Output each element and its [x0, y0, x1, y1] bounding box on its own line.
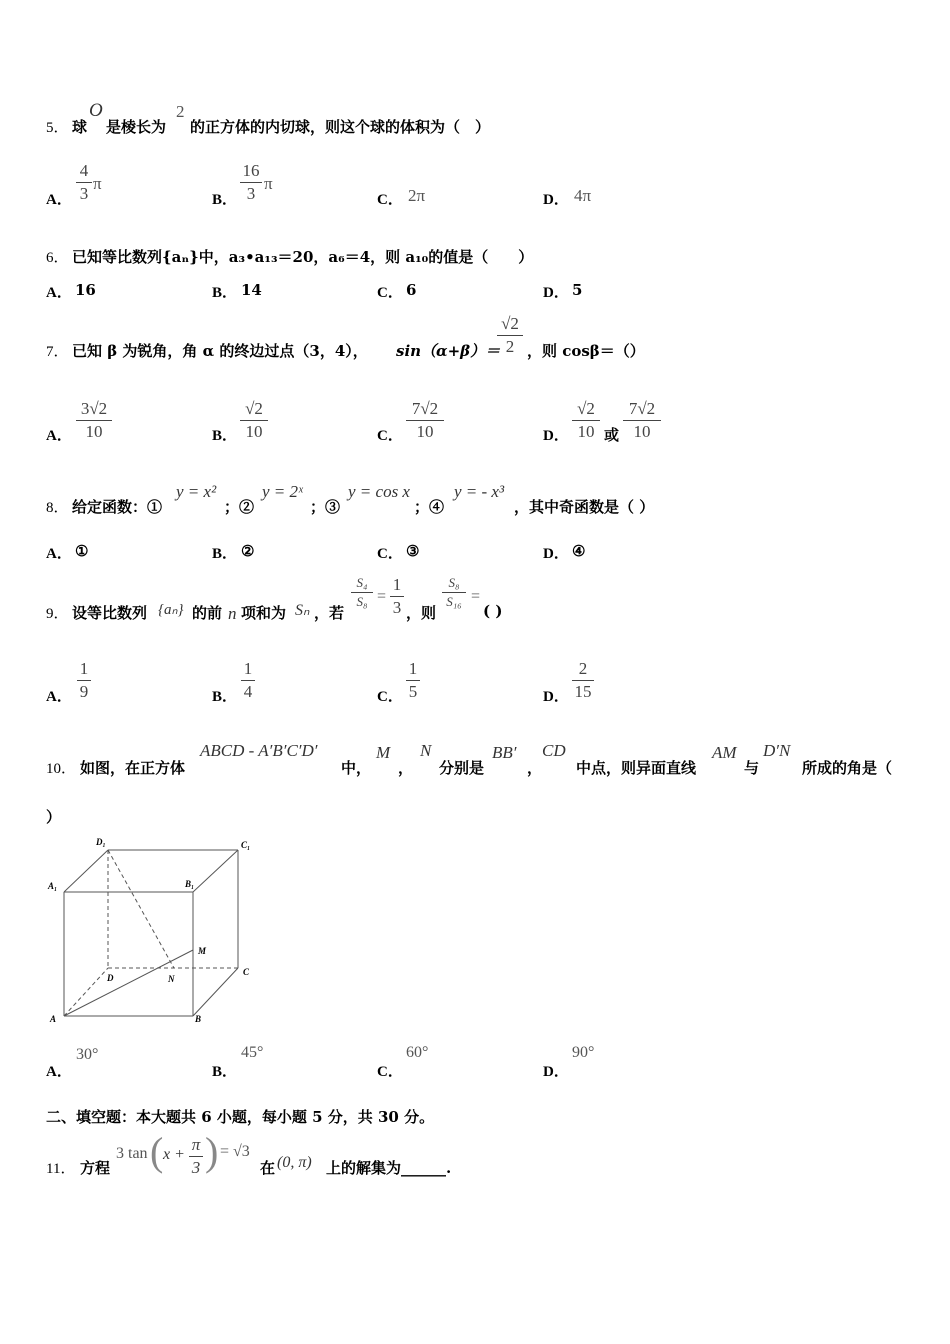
option-c-label: C． — [377, 285, 403, 301]
question-text: 是棱长为 — [106, 118, 167, 136]
option-d-label: D． — [543, 1064, 569, 1080]
option-c-value: 60° — [406, 1044, 429, 1061]
option-b-label: B． — [212, 192, 238, 208]
question-text: ） — [46, 808, 62, 826]
question-text: ， — [527, 759, 543, 777]
math-var: n — [228, 604, 237, 623]
segment-d1n — [108, 850, 174, 968]
option-c-fraction: 7√2 10 — [406, 400, 444, 441]
option-c-value: 6 — [406, 281, 417, 299]
option-d-label: D． — [543, 428, 569, 444]
frac-one-third: 1 3 — [390, 576, 404, 617]
label-c: C — [243, 967, 250, 977]
question-text: ；④ — [414, 498, 445, 516]
option-b-value: ② — [241, 542, 255, 560]
question-number: 7． — [46, 344, 69, 360]
math-expr: {aₙ} — [158, 602, 184, 618]
question-text: ；② — [224, 498, 255, 516]
option-b-value: 14 — [241, 281, 262, 299]
question-text: sin（α+β）＝ — [396, 342, 501, 360]
label-n: N — [168, 974, 175, 984]
question-text: 如图，在正方体 — [80, 759, 186, 777]
option-a-value: ① — [75, 542, 89, 560]
pi-symbol: π — [93, 174, 102, 193]
equals-sign: = — [471, 588, 481, 605]
option-c-label: C． — [377, 689, 403, 705]
question-text: 中点，则异面直线 — [576, 759, 697, 777]
question-number: 8． — [46, 500, 69, 516]
math-expr: y = x² — [176, 482, 217, 501]
question-text: 的正方体的内切球，则这个球的体积为（ ） — [190, 118, 491, 136]
math-var: CD — [542, 741, 566, 760]
math-var: AM — [712, 743, 737, 762]
option-d-value: 90° — [572, 1044, 595, 1061]
question-number: 11． — [46, 1161, 76, 1177]
math-expr: 3 tan — [116, 1145, 148, 1162]
option-c-value: 2π — [408, 186, 426, 205]
question-text: 上的解集为______. — [326, 1159, 452, 1177]
frac-s8-s16: S₈ S₁₆ — [442, 576, 466, 609]
question-text: 已知等比数列{aₙ}中，a₃•a₁₃＝20，a₆＝4，则 a₁₀的值是（ ） — [72, 248, 534, 266]
option-c-fraction: 1 5 — [406, 660, 420, 701]
question-text: 方程 — [80, 1159, 111, 1177]
question-number: 10． — [46, 761, 77, 777]
frac-pi-over-3: π 3 — [189, 1136, 203, 1177]
pi-symbol: π — [264, 174, 273, 193]
option-d-label: D． — [543, 689, 569, 705]
cube-figure — [40, 834, 270, 1029]
question-text: ，则 cosβ＝（） — [527, 342, 645, 360]
label-m: M — [198, 946, 207, 956]
option-c-label: C． — [377, 192, 403, 208]
option-a-label: A． — [46, 546, 72, 562]
frac-s4-s8: S₄ S₈ — [351, 576, 373, 609]
question-text: 在 — [260, 1159, 276, 1177]
option-d-value: ④ — [572, 542, 586, 560]
question-number: 5． — [46, 120, 69, 136]
question-text: 设等比数列 — [72, 604, 148, 622]
math-expr: = √3 — [220, 1143, 250, 1160]
math-var: BB′ — [492, 743, 517, 762]
option-b-label: B． — [212, 1064, 238, 1080]
label-c1: C₁ — [241, 840, 251, 850]
math-var: O — [89, 100, 103, 121]
label-a1: A₁ — [48, 881, 58, 891]
option-b-fraction: √2 10 — [240, 400, 268, 441]
option-b-fraction: 16 3 — [240, 162, 262, 203]
right-paren: ) — [205, 1129, 219, 1174]
option-d-fraction: √2 10 — [572, 400, 600, 441]
question-text: ，其中奇函数是（ ） — [514, 498, 655, 516]
math-expr: x + — [163, 1146, 185, 1163]
question-text: ， — [398, 759, 414, 777]
math-var: Sₙ — [295, 602, 310, 619]
math-var: 2 — [176, 102, 185, 121]
math-expr: (0, π) — [277, 1154, 312, 1171]
option-c-label: C． — [377, 428, 403, 444]
option-b-label: B． — [212, 546, 238, 562]
equals-sign: = — [377, 588, 387, 605]
option-b-fraction: 1 4 — [241, 660, 255, 701]
question-fraction: √2 2 — [497, 315, 523, 356]
option-d-or: 或 — [604, 426, 620, 444]
edge-ad — [64, 968, 108, 1016]
option-a-label: A． — [46, 428, 72, 444]
option-d-value: 4π — [574, 186, 592, 205]
question-text: ，若 — [314, 604, 345, 622]
option-a-label: A． — [46, 192, 72, 208]
option-d-label: D． — [543, 546, 569, 562]
option-b-label: B． — [212, 689, 238, 705]
question-text: 所成的角是（ — [802, 759, 893, 777]
question-number: 6． — [46, 250, 69, 266]
math-expr: y = 2ˣ — [262, 482, 303, 501]
question-text: 与 — [744, 759, 760, 777]
label-b1: B₁ — [185, 879, 195, 889]
label-d: D — [107, 973, 114, 983]
question-text: 给定函数：① — [72, 498, 163, 516]
option-a-label: A． — [46, 689, 72, 705]
section-heading: 二、填空题：本大题共 6 小题，每小题 5 分，共 30 分。 — [46, 1108, 435, 1126]
question-text: 项和为 — [241, 604, 287, 622]
question-text: 球 — [72, 118, 88, 136]
edge-a1d1 — [64, 850, 108, 892]
math-var: D′N — [763, 741, 791, 760]
edge-b1c1 — [193, 850, 238, 892]
edge-bc — [193, 968, 238, 1016]
option-d-value: 5 — [572, 281, 583, 299]
option-d-fraction-2: 7√2 10 — [623, 400, 661, 441]
question-text: ，则 — [406, 604, 437, 622]
math-expr: ABCD - A′B′C′D′ — [200, 741, 318, 760]
option-c-label: C． — [377, 1064, 403, 1080]
option-d-label: D． — [543, 285, 569, 301]
option-d-label: D． — [543, 192, 569, 208]
option-a-value: 30° — [76, 1046, 99, 1063]
option-b-label: B． — [212, 428, 238, 444]
label-d1: D₁ — [96, 837, 106, 847]
math-expr: y = cos x — [348, 482, 410, 501]
math-var: M — [376, 743, 391, 762]
left-paren: ( — [150, 1129, 164, 1174]
question-text: 已知 β 为锐角，角 α 的终边过点（3，4）， — [72, 342, 368, 360]
option-a-value: 16 — [75, 281, 96, 299]
option-a-fraction: 3√2 10 — [76, 400, 112, 441]
option-a-label: A． — [46, 1064, 72, 1080]
option-b-label: B． — [212, 285, 238, 301]
math-var: N — [420, 741, 432, 760]
option-a-label: A． — [46, 285, 72, 301]
option-a-fraction: 1 9 — [77, 660, 91, 701]
option-a-fraction: 4 3 — [76, 162, 92, 203]
question-text: 的前 — [192, 604, 223, 622]
question-number: 9． — [46, 606, 69, 622]
option-c-label: C． — [377, 546, 403, 562]
label-a: A — [50, 1014, 57, 1024]
question-text: ；③ — [310, 498, 341, 516]
option-b-value: 45° — [241, 1044, 264, 1061]
math-expr: y = - x³ — [454, 482, 505, 501]
option-c-value: ③ — [406, 542, 420, 560]
label-b: B — [195, 1014, 202, 1024]
question-text: 中， — [341, 759, 372, 777]
option-d-fraction: 2 15 — [572, 660, 594, 701]
question-text: ( ) — [483, 602, 503, 620]
question-text: 分别是 — [439, 759, 485, 777]
